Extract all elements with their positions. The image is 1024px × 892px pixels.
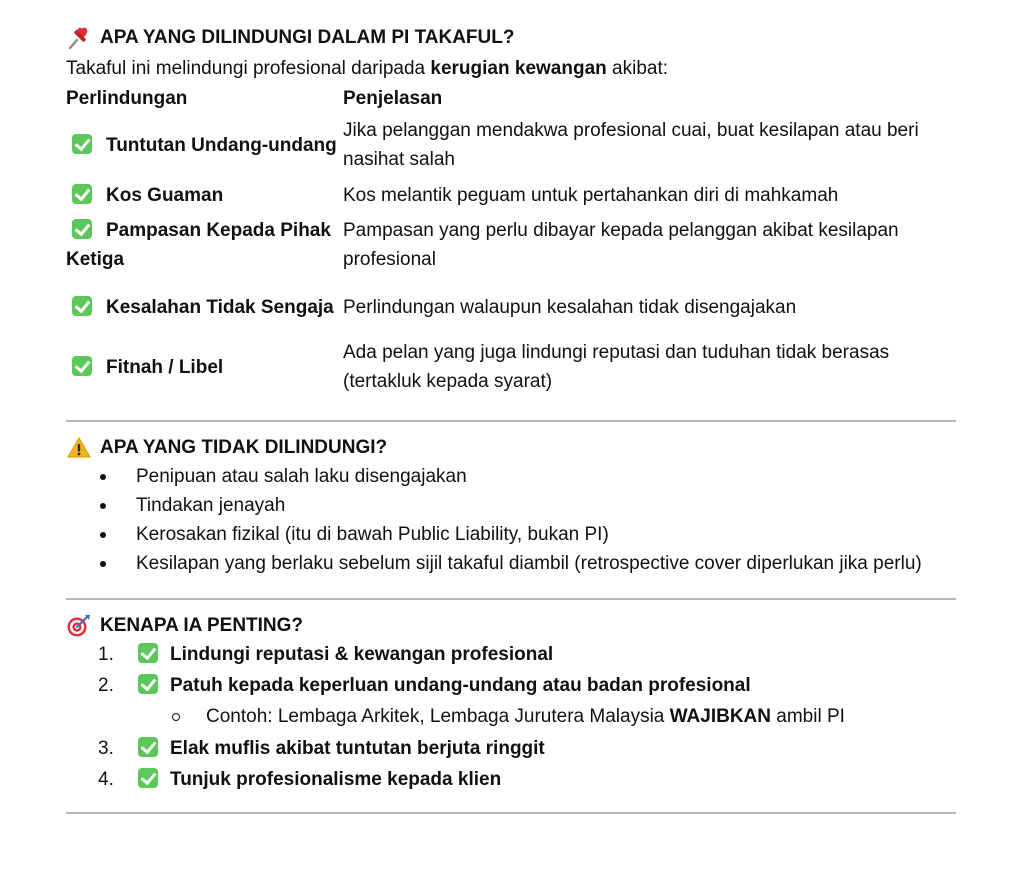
reason-text: Patuh kepada keperluan undang-undang atau badan profesional bbox=[170, 675, 751, 696]
list-item bbox=[66, 765, 956, 796]
exclusion-list bbox=[66, 462, 956, 578]
table-header-desc: Penjelasan bbox=[343, 88, 443, 109]
cover-name: Kesalahan Tidak Sengaja bbox=[106, 296, 334, 318]
list-item bbox=[66, 640, 956, 671]
sub-emphasis: WAJIBKAN bbox=[669, 706, 771, 727]
check-mark-icon bbox=[72, 219, 92, 239]
cover-name: Fitnah / Libel bbox=[106, 356, 224, 378]
item-number: 3. bbox=[98, 738, 114, 759]
check-mark-icon bbox=[138, 768, 158, 788]
coverage-table bbox=[66, 84, 956, 396]
reason-text: Tunjuk profesionalisme kepada klien bbox=[170, 769, 502, 790]
intro-text: Takaful ini melindungi profesional daripada kerugian kewangan akibat: bbox=[66, 58, 669, 79]
reason-text: Elak muflis akibat tuntutan berjuta ringgit bbox=[170, 738, 545, 759]
cover-name: Pampasan Kepada Pihak Ketiga bbox=[66, 220, 331, 270]
section-excluded-title: APA YANG TIDAK DILINDUNGI? bbox=[100, 437, 388, 458]
list-item: Kerosakan fizikal (itu di bawah Public Liability, bukan PI) bbox=[66, 520, 956, 549]
cover-name: Tuntutan Undang-undang bbox=[106, 134, 337, 156]
section-covered-heading bbox=[66, 24, 956, 52]
section-covered-title: APA YANG DILINDUNGI DALAM PI TAKAFUL? bbox=[100, 27, 515, 48]
table-row bbox=[66, 214, 956, 276]
cover-description: Ada pelan yang juga lindungi reputasi dan tuduhan tidak berasas (tertakluk kepada syarat) bbox=[343, 342, 890, 392]
table-row bbox=[66, 276, 956, 338]
check-mark-icon bbox=[138, 737, 158, 757]
check-mark-icon bbox=[72, 296, 92, 316]
section-excluded-heading bbox=[66, 434, 956, 462]
check-mark-icon bbox=[72, 356, 92, 376]
table-row bbox=[66, 114, 956, 176]
list-item: Penipuan atau salah laku disengajakan bbox=[66, 462, 956, 491]
divider bbox=[66, 598, 956, 600]
list-item: Kesilapan yang berlaku sebelum sijil takaful diambil (retrospective cover diperlukan jika perlu) bbox=[66, 549, 956, 578]
check-mark-icon bbox=[72, 184, 92, 204]
check-mark-icon bbox=[138, 643, 158, 663]
pushpin-icon bbox=[66, 26, 92, 50]
reason-text: Lindungi reputasi & kewangan profesional bbox=[170, 644, 554, 665]
section-importance-title: KENAPA IA PENTING? bbox=[100, 615, 304, 636]
section-importance-heading bbox=[66, 612, 956, 640]
target-icon bbox=[66, 614, 92, 638]
table-header-cover: Perlindungan bbox=[66, 88, 188, 109]
list-item: Tindakan jenayah bbox=[66, 491, 956, 520]
item-number: 1. bbox=[98, 644, 114, 665]
intro-emphasis: kerugian kewangan bbox=[430, 58, 607, 79]
table-row bbox=[66, 176, 956, 214]
warning-icon bbox=[66, 436, 92, 460]
item-number: 2. bbox=[98, 675, 114, 696]
divider bbox=[66, 812, 956, 814]
sub-list-item: Contoh: Lembaga Arkitek, Lembaga Jurutera Malaysia WAJIBKAN ambil PI bbox=[66, 702, 956, 734]
list-item bbox=[66, 671, 956, 702]
cover-description: Perlindungan walaupun kesalahan tidak disengajakan bbox=[343, 296, 797, 318]
check-mark-icon bbox=[138, 674, 158, 694]
reasons-list bbox=[66, 640, 956, 796]
document bbox=[66, 24, 956, 814]
cover-description: Kos melantik peguam untuk pertahankan diri di mahkamah bbox=[343, 184, 839, 206]
divider bbox=[66, 420, 956, 422]
cover-name: Kos Guaman bbox=[106, 184, 224, 206]
check-mark-icon bbox=[72, 134, 92, 154]
table-row bbox=[66, 338, 956, 396]
list-item bbox=[66, 734, 956, 765]
item-number: 4. bbox=[98, 769, 114, 790]
cover-description: Pampasan yang perlu dibayar kepada pelanggan akibat kesilapan profesional bbox=[343, 220, 899, 270]
cover-description: Jika pelanggan mendakwa profesional cuai, buat kesilapan atau beri nasihat salah bbox=[343, 120, 919, 170]
